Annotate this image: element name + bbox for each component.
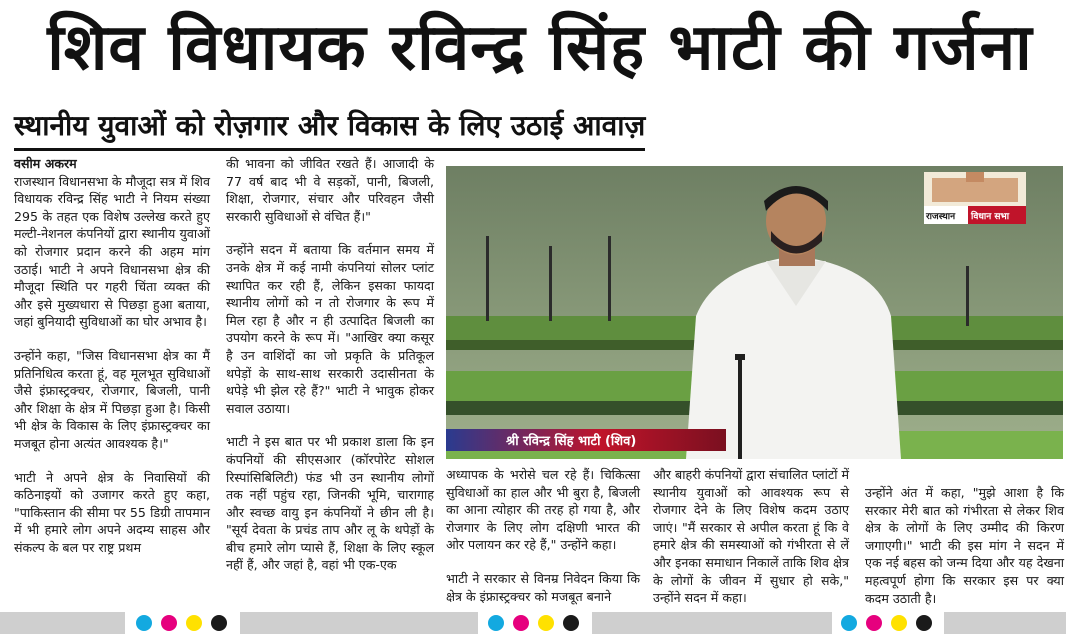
paragraph: की भावना को जीवित रखते हैं। आजादी के 77 वर्ष बाद भी वे सड़कों, पानी, बिजली, शिक्षा, रोजगार, संचार और परिवहन जैसी सरकारी सुविधाओं से वंचित हैं।": [226, 156, 434, 224]
paragraph: भाटी ने सरकार से विनम्र निवेदन किया कि क्षेत्र के इंफ्रास्ट्रक्चर को मजबूत बनाने: [446, 570, 640, 604]
footer-bar-left: [0, 612, 125, 634]
paragraph: राजस्थान विधानसभा के मौजूदा सत्र में शिव विधायक रविन्द्र सिंह भाटी ने नियम संख्या 295 के तहत एक विशेष उल्लेख करते हुए मल्टी-नेशनल कंपनियों द्वारा स्थानीय युवाओं को रोजगार प्रदान करने की अहम मांग उठाई। भाटी ने अपने विधानसभा क्षेत्र की मौजूदा स्थिति पर गहरी चिंता व्यक्त की और इसे मुख्यधारा से पिछड़ा हुआ बताया, जहां बुनियादी सुविधाओं का घोर अभाव है।: [14, 173, 210, 330]
article-column-3: [446, 466, 640, 621]
subheadline: स्थानीय युवाओं को रोज़गार और विकास के लिए उठाई आवाज़: [14, 106, 645, 151]
yellow-dot-icon: [891, 615, 907, 631]
footer-bar-middle: [240, 612, 478, 634]
cyan-dot-icon: [488, 615, 504, 631]
paragraph: भाटी ने अपने क्षेत्र के निवासियों की कठिनाइयों को उजागर करते हुए कहा, "पाकिस्तान की सीमा पर 55 डिग्री तापमान में भी हमारे लोग अपने अदम्य साहस और संकल्प के बल पर राष्ट्र प्रथम: [14, 469, 210, 555]
article-column-5: [865, 484, 1064, 623]
footer-bar-right: [592, 612, 832, 634]
channel-logo-part1: राजस्थान: [926, 212, 956, 222]
yellow-dot-icon: [186, 615, 202, 631]
black-dot-icon: [563, 615, 579, 631]
yellow-dot-icon: [538, 615, 554, 631]
paragraph: भाटी ने इस बात पर भी प्रकाश डाला कि इन कंपनियों की सीएसआर (कॉरपोरेट सोशल रिस्पांसिबिलिटी) फंड भी उन स्थानीय लोगों तक नहीं पहुंच रहा, जिनकी भूमि, चारागाह और स्वच्छ वायु इन कंपनियों ने छीन ली है। "सूर्य देवता के प्रचंड ताप और लू के थपेड़ों के बीच हमारे लोग प्यासे हैं, शिक्षा के लिए स्कूल नहीं हैं, और जहां है, वहां भी एक-एक: [226, 434, 434, 573]
paragraph: उन्होंने अंत में कहा, "मुझे आशा है कि सरकार मेरी बात को गंभीरता से लेकर शिव क्षेत्र के लोगों के लिए उम्मीद की किरण जगाएगी।" भाटी की इस मांग ने सदन में एक नई बहस को जन्म दिया और यह देखना महत्वपूर्ण होगा कि सरकार इस पर क्या कदम उठाती है।: [865, 485, 1064, 606]
photo-caption: श्री रविन्द्र सिंह भाटी (शिव): [506, 434, 637, 449]
article-column-4: [653, 466, 849, 623]
channel-logo-part2: विधान सभा: [971, 212, 1010, 222]
black-dot-icon: [916, 615, 932, 631]
byline: वसीम अकरम: [14, 156, 77, 171]
assembly-photo: [446, 166, 1063, 459]
magenta-dot-icon: [866, 615, 882, 631]
black-dot-icon: [211, 615, 227, 631]
article-column-2: [226, 155, 434, 590]
cyan-dot-icon: [136, 615, 152, 631]
cyan-dot-icon: [841, 615, 857, 631]
paragraph: उन्होंने सदन में बताया कि वर्तमान समय में उनके क्षेत्र में कई नामी कंपनियां सोलर प्लांट स्थापित कर रही हैं, लेकिन इसका फायदा स्थानीय लोगों को न तो रोजगार के रूप में मिल रहा है और न ही उत्पादित बिजली का उपयोग करने के रूप में। "आखिर क्या कसूर है उन वाशिंदों का जो प्रकृति के प्रतिकूल थपेड़ों के साथ-साथ सरकारी उदासीनता के थपेड़े भी झेल रहे हैं?" भाटी ने भावुक होकर सवाल उठाया।: [226, 242, 434, 416]
magenta-dot-icon: [161, 615, 177, 631]
photo-illustration: [446, 166, 1063, 459]
paragraph: और बाहरी कंपनियों द्वारा संचालित प्लांटों में स्थानीय युवाओं को आवश्यक रूप से रोजगार देने के लिए विशेष कदम उठाए जाएं। "मैं सरकार से अपील करता हूं कि वे हमारे क्षेत्र की समस्याओं को गंभीरता से लें और इनका समाधान निकालें ताकि शिव क्षेत्र के लोगों के जीवन में सुधार हो सके," उन्होंने सदन में कहा।: [653, 467, 849, 606]
footer-bar-end: [944, 612, 1066, 634]
paragraph: अध्यापक के भरोसे चल रहे हैं। चिकित्सा सुविधाओं का हाल और भी बुरा है, बिजली का आना त्योहार की तरह हो गया है, और रोजगार के लिए लोग दक्षिणी भारत की ओर पलायन कर रहे हैं," उन्होंने कहा।: [446, 467, 640, 553]
headline: शिव विधायक रविन्द्र सिंह भाटी की गर्जना: [47, 11, 1033, 85]
magenta-dot-icon: [513, 615, 529, 631]
paragraph: उन्होंने कहा, "जिस विधानसभा क्षेत्र का मैं प्रतिनिधित्व करता हूं, वह मूलभूत सुविधाओं जैसे इंफ्रास्ट्रक्चर, रोजगार, बिजली, पानी और शिक्षा के क्षेत्र में पिछड़ा हुआ है। किसी भी क्षेत्र के विकास के लिए इंफ्रास्ट्रक्चर का मजबूत होना अत्यंत आवश्यक है।": [14, 347, 210, 451]
article-column-1: [14, 155, 210, 572]
